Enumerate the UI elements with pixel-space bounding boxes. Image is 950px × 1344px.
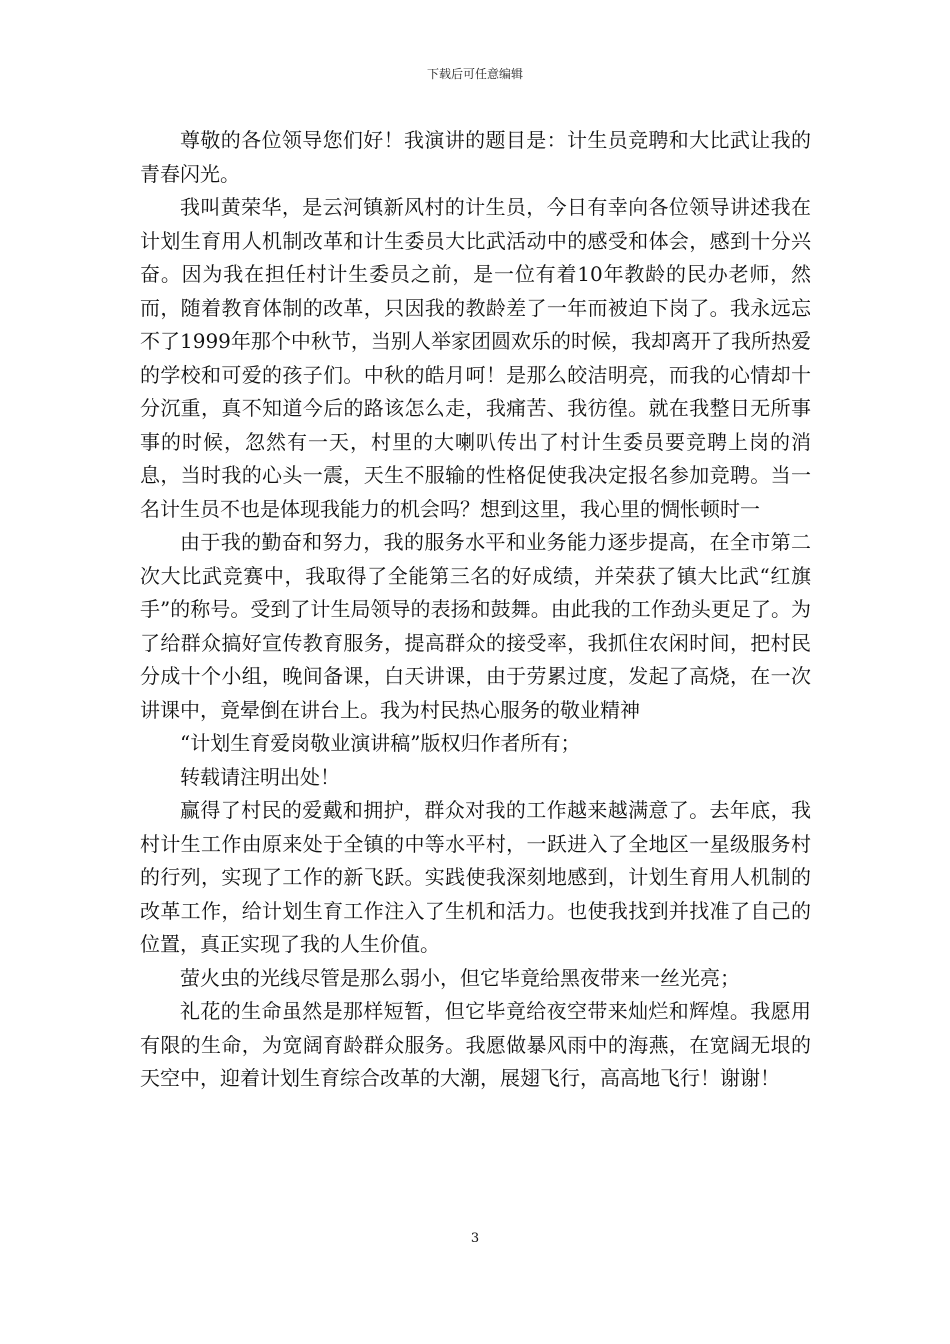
paragraph-closing: 礼花的生命虽然是那样短暂，但它毕竟给夜空带来灿烂和辉煌。我愿用有限的生命，为宽阔育龄群众服务。我愿做暴风雨中的海燕，在宽阔无垠的天空中，迎着计划生育综合改革的大潮，展翅飞行，高高地飞行！谢谢！ bbox=[140, 999, 811, 1090]
page-number: 3 bbox=[470, 1231, 480, 1246]
paragraph-firefly: 萤火虫的光线尽管是那么弱小，但它毕竟给黑夜带来一丝光亮； bbox=[180, 965, 740, 990]
paragraph-greeting: 尊敬的各位领导您们好！我演讲的题目是：计生员竞聘和大比武让我的青春闪光。 bbox=[140, 128, 811, 186]
header-note: 下载后可任意编辑 bbox=[426, 67, 523, 81]
paragraph-introduction: 我叫黄荣华，是云河镇新风村的计生员，今日有幸向各位领导讲述我在计划生育用人机制改革和计生委员大比武活动中的感受和体会，感到十分兴奋。因为我在担任村计生委员之前，是一位有着10年教龄的民办老师，然而，随着教育体制的改革，只因我的教龄差了一年而被迫下岗了。我永远忘不了1999年那个中秋节，当别人举家团圆欢乐的时候，我却离开了我所热爱的学校和可爱的孩子们。中秋的皓月呵！是那么皎洁明亮，而我的心情却十分沉重，真不知道今后的路该怎么走，我痛苦、我彷徨。就在我整日无所事事的时候，忽然有一天，村里的大喇叭传出了村计生委员要竞聘上岗的消息，当时我的心头一震，天生不服输的性格促使我决定报名参加竞聘。当一名计生员不也是体现我能力的机会吗？想到这里，我心里的惆怅顿时一 bbox=[140, 195, 811, 521]
paragraph-results: 赢得了村民的爱戴和拥护，群众对我的工作越来越满意了。去年底，我村计生工作由原来处于全镇的中等水平村，一跃进入了全地区一星级服务村的行列，实现了工作的新飞跃。实践使我深刻地感到，计划生育用人机制的改革工作，给计划生育工作注入了生机和活力。也使我找到并找准了自己的位置，真正实现了我的人生价值。 bbox=[140, 798, 811, 956]
paragraph-copyright: “计划生育爱岗敬业演讲稿”版权归作者所有； bbox=[180, 731, 581, 755]
document-body bbox=[140, 124, 811, 1096]
paragraph-achievements: 由于我的勤奋和努力，我的服务水平和业务能力逐步提高，在全市第二次大比武竞赛中，我取得了全能第三名的好成绩，并荣获了镇大比武“红旗手”的称号。受到了计生局领导的表扬和鼓舞。由此我的工作劲头更足了。为了给群众搞好宣传教育服务，提高群众的接受率，我抓住农闲时间，把村民分成十个小组，晚间备课，白天讲课，由于劳累过度，发起了高烧，在一次讲课中，竟晕倒在讲台上。我为村民热心服务的敬业精神 bbox=[140, 530, 811, 722]
paragraph-reprint-notice: 转载请注明出处！ bbox=[180, 764, 340, 789]
